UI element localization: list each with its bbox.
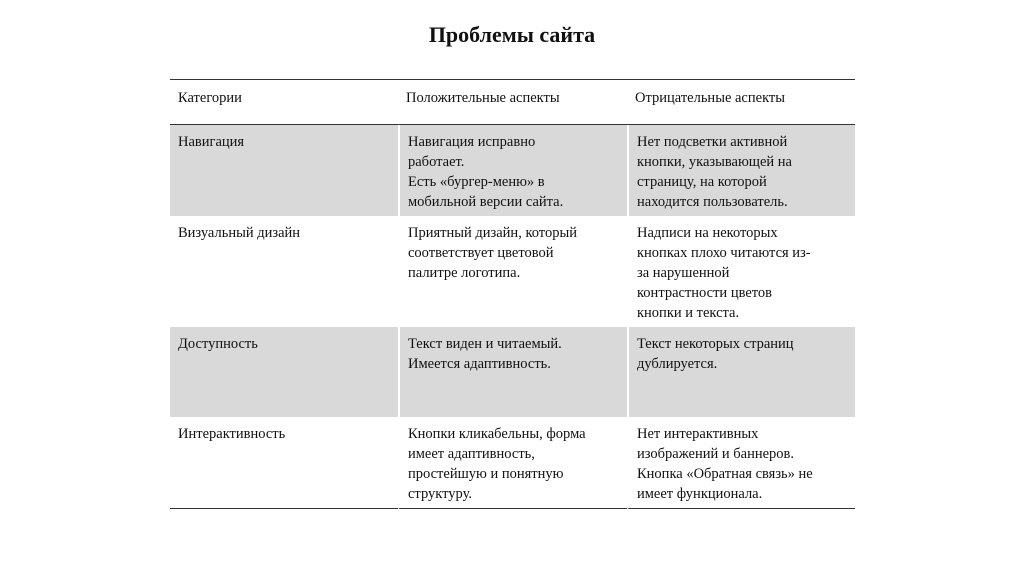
cell-text-line: кнопки, указывающей на [637, 154, 792, 170]
cell-text-line: имеет адаптивность, [408, 446, 535, 462]
cell-text-line: работает. [408, 154, 465, 170]
cell-text-line: мобильной версии сайта. [408, 194, 564, 210]
cell-positive [398, 125, 627, 216]
cell-text-line: изображений и баннеров. [637, 446, 795, 462]
site-problems-table [170, 79, 855, 509]
cell-text-line: находится пользователь. [637, 194, 788, 210]
cell-text-line: кнопках плохо читаются из- [637, 245, 811, 261]
cell-text-line: Кнопка «Обратная связь» не [637, 466, 813, 482]
cell-category: Интерактивность [170, 417, 398, 509]
header-negative: Отрицательные аспекты [627, 79, 855, 125]
cell-text-line: Текст некоторых страниц [637, 336, 794, 352]
cell-text-line: Кнопки кликабельны, форма [408, 426, 586, 442]
cell-text-line: страницу, на которой [637, 174, 767, 190]
cell-text-line: Нет подсветки активной [637, 134, 788, 150]
cell-text-line: Нет интерактивных [637, 426, 759, 442]
cell-category: Визуальный дизайн [178, 225, 301, 241]
cell-negative [627, 216, 855, 327]
cell-text-line: дублируется. [637, 356, 718, 372]
cell-text-line: Приятный дизайн, который [408, 225, 577, 241]
cell-text-line: Навигация исправно [408, 134, 536, 150]
cell-text-line: соответствует цветовой [408, 245, 554, 261]
table-header-row [170, 79, 855, 125]
table-row [170, 417, 855, 509]
cell-text-line: имеет функционала. [637, 486, 763, 502]
slide-title: Проблемы сайта [428, 22, 596, 47]
cell-negative [627, 125, 855, 216]
cell-text-line: Надписи на некоторых [637, 225, 778, 241]
cell-positive [398, 216, 627, 327]
cell-text-line: Текст виден и читаемый. [408, 336, 562, 352]
header-categories: Категории [170, 79, 398, 125]
table-row [170, 125, 855, 216]
table-row [170, 216, 855, 327]
cell-category: Доступность [170, 327, 398, 417]
cell-text-line: структуру. [408, 486, 472, 502]
cell-text-line: кнопки и текста. [637, 305, 740, 321]
cell-text-line: Есть «бургер-меню» в [408, 174, 545, 190]
cell-negative [627, 327, 855, 417]
header-positive: Положительные аспекты [398, 79, 627, 125]
cell-text-line: палитре логотипа. [408, 265, 521, 281]
cell-negative [627, 417, 855, 509]
table-row [170, 327, 855, 417]
cell-positive [398, 417, 627, 509]
cell-text-line: Имеется адаптивность. [408, 356, 551, 372]
cell-text-line: простейшую и понятную [408, 466, 564, 482]
cell-category: Навигация [170, 125, 398, 216]
cell-positive [398, 327, 627, 417]
cell-text-line: контрастности цветов [637, 285, 773, 301]
cell-text-line: за нарушенной [637, 265, 730, 281]
